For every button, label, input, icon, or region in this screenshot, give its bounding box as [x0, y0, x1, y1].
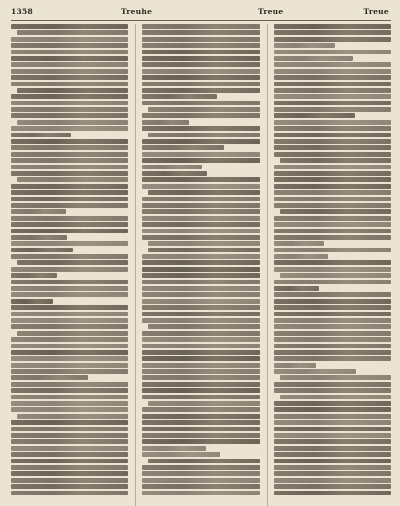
text-line	[280, 375, 391, 380]
text-line	[148, 459, 259, 464]
text-line	[142, 260, 259, 265]
text-line	[274, 235, 391, 240]
text-columns	[11, 24, 391, 506]
text-line	[142, 337, 259, 342]
text-line	[11, 280, 128, 285]
text-line	[11, 235, 67, 240]
text-line	[142, 395, 259, 400]
text-line	[280, 158, 391, 163]
text-line	[11, 299, 53, 304]
text-line	[17, 88, 128, 93]
text-line	[142, 229, 259, 234]
text-line	[11, 407, 128, 412]
text-line	[274, 50, 391, 55]
text-line	[274, 280, 391, 285]
text-line	[142, 356, 259, 361]
text-line	[280, 395, 391, 400]
text-line	[11, 229, 128, 234]
text-line	[11, 24, 128, 29]
text-line	[11, 388, 128, 393]
text-line	[11, 152, 128, 157]
text-line	[274, 43, 335, 48]
text-line	[142, 344, 259, 349]
text-line	[148, 248, 259, 253]
text-line	[142, 235, 259, 240]
text-line	[11, 356, 128, 361]
text-line	[274, 433, 391, 438]
text-line	[142, 369, 259, 374]
text-line	[11, 465, 128, 470]
text-line	[274, 254, 328, 259]
text-line	[274, 292, 391, 297]
text-line	[274, 305, 391, 310]
text-line	[274, 439, 391, 444]
text-line	[11, 133, 71, 138]
text-line	[11, 197, 128, 202]
text-line	[142, 331, 259, 336]
text-line	[11, 427, 128, 432]
text-line	[148, 133, 259, 138]
text-line	[274, 139, 391, 144]
text-line	[274, 344, 391, 349]
text-line	[274, 184, 391, 189]
text-line	[142, 120, 189, 125]
text-line	[142, 139, 259, 144]
text-line	[148, 107, 259, 112]
text-line	[11, 484, 128, 489]
text-line	[142, 388, 259, 393]
text-line	[274, 471, 391, 476]
text-line	[11, 107, 128, 112]
text-line	[274, 165, 391, 170]
text-line	[142, 350, 259, 355]
text-line	[274, 337, 391, 342]
text-line	[274, 286, 320, 291]
text-line	[11, 452, 128, 457]
text-line	[274, 318, 391, 323]
text-line	[142, 209, 259, 214]
text-line	[142, 94, 217, 99]
text-line	[17, 30, 128, 35]
text-line	[142, 75, 259, 80]
text-line	[142, 82, 259, 87]
text-line	[11, 94, 128, 99]
text-line	[11, 273, 57, 278]
text-line	[274, 203, 391, 208]
text-line	[274, 452, 391, 457]
text-line	[142, 43, 259, 48]
text-line	[274, 24, 391, 29]
text-line	[11, 222, 128, 227]
text-line	[142, 465, 259, 470]
text-line	[11, 305, 128, 310]
text-line	[142, 318, 259, 323]
text-line	[142, 69, 259, 74]
text-line	[274, 382, 391, 387]
text-line	[274, 82, 391, 87]
text-line	[148, 324, 259, 329]
text-line	[142, 491, 259, 496]
text-line	[142, 62, 259, 67]
text-line	[142, 56, 259, 61]
text-line	[142, 37, 259, 42]
text-line	[11, 241, 128, 246]
text-line	[274, 190, 391, 195]
text-line	[274, 465, 391, 470]
text-line	[142, 299, 259, 304]
text-line	[142, 363, 259, 368]
text-line	[274, 69, 391, 74]
text-line	[274, 299, 391, 304]
text-line	[11, 420, 128, 425]
left-running-head: Treuhe	[121, 7, 153, 16]
text-line	[142, 177, 259, 182]
text-line	[11, 75, 128, 80]
text-line	[148, 190, 259, 195]
text-line	[274, 459, 391, 464]
text-line	[11, 324, 128, 329]
text-line	[11, 101, 128, 106]
text-line	[142, 88, 259, 93]
right-running-head: Treue	[363, 7, 389, 16]
text-line	[11, 50, 128, 55]
text-line	[11, 56, 128, 61]
text-line	[17, 331, 128, 336]
text-line	[274, 145, 391, 150]
text-line	[11, 171, 128, 176]
center-running-head: Treue	[258, 7, 284, 16]
text-line	[11, 145, 128, 150]
text-line	[142, 414, 259, 419]
text-line	[274, 37, 391, 42]
column-right	[267, 24, 391, 506]
text-line	[274, 101, 391, 106]
text-line	[142, 407, 259, 412]
text-line	[17, 414, 128, 419]
text-line	[274, 420, 391, 425]
text-line	[17, 260, 128, 265]
text-line	[11, 286, 128, 291]
text-line	[274, 56, 354, 61]
text-line	[274, 356, 391, 361]
text-line	[142, 197, 259, 202]
text-line	[142, 113, 259, 118]
text-line	[142, 254, 259, 259]
text-line	[11, 203, 128, 208]
text-line	[274, 350, 391, 355]
page-header	[11, 6, 391, 21]
text-line	[142, 375, 259, 380]
text-line	[142, 126, 259, 131]
text-line	[11, 344, 128, 349]
text-line	[11, 471, 128, 476]
text-line	[148, 401, 259, 406]
text-line	[11, 375, 88, 380]
text-line	[142, 184, 259, 189]
text-line	[11, 337, 128, 342]
text-line	[274, 133, 391, 138]
text-line	[11, 267, 128, 272]
text-line	[11, 69, 128, 74]
text-line	[274, 241, 324, 246]
text-line	[142, 286, 259, 291]
text-line	[274, 75, 391, 80]
text-line	[274, 267, 391, 272]
text-line	[11, 248, 73, 253]
text-line	[11, 62, 128, 67]
text-line	[142, 305, 259, 310]
text-line	[274, 62, 391, 67]
text-line	[274, 248, 391, 253]
text-line	[11, 382, 128, 387]
text-line	[11, 158, 128, 163]
text-line	[11, 126, 128, 131]
text-line	[274, 197, 391, 202]
text-line	[274, 260, 391, 265]
text-line	[142, 273, 259, 278]
text-line	[274, 427, 391, 432]
text-line	[274, 113, 355, 118]
text-line	[142, 280, 259, 285]
text-line	[11, 190, 128, 195]
text-line	[274, 324, 391, 329]
text-line	[142, 452, 219, 457]
column-left	[11, 24, 128, 506]
text-line	[17, 177, 128, 182]
text-line	[11, 395, 128, 400]
text-line	[11, 318, 128, 323]
text-line	[274, 229, 391, 234]
text-line	[274, 388, 391, 393]
text-line	[274, 491, 391, 496]
text-line	[142, 439, 259, 444]
text-line	[11, 401, 128, 406]
text-line	[274, 312, 391, 317]
text-line	[11, 478, 128, 483]
text-line	[11, 459, 128, 464]
text-line	[142, 420, 259, 425]
text-line	[11, 446, 128, 451]
text-line	[142, 50, 259, 55]
text-line	[11, 254, 128, 259]
text-line	[11, 491, 128, 496]
text-line	[142, 267, 259, 272]
text-line	[142, 24, 259, 29]
text-line	[274, 401, 391, 406]
text-line	[142, 433, 259, 438]
text-line	[274, 152, 391, 157]
text-line	[142, 152, 259, 157]
text-line	[11, 113, 128, 118]
text-line	[11, 292, 128, 297]
text-line	[142, 382, 259, 387]
text-line	[11, 165, 128, 170]
text-line	[142, 222, 259, 227]
text-line	[142, 165, 202, 170]
text-line	[274, 446, 391, 451]
text-line	[274, 363, 316, 368]
text-line	[274, 126, 391, 131]
text-line	[11, 433, 128, 438]
text-line	[11, 439, 128, 444]
text-line	[274, 222, 391, 227]
text-line	[11, 350, 128, 355]
text-line	[148, 241, 259, 246]
text-line	[274, 369, 356, 374]
text-line	[274, 171, 391, 176]
text-line	[274, 107, 391, 112]
text-line	[142, 158, 259, 163]
text-line	[11, 216, 128, 221]
text-line	[274, 407, 391, 412]
text-line	[11, 363, 128, 368]
text-line	[142, 216, 259, 221]
text-line	[274, 88, 391, 93]
page-number: 1358	[11, 7, 34, 16]
text-line	[11, 184, 128, 189]
text-line	[17, 120, 128, 125]
text-line	[280, 273, 391, 278]
text-line	[274, 414, 391, 419]
text-line	[142, 478, 259, 483]
text-line	[142, 101, 259, 106]
text-line	[11, 369, 128, 374]
text-line	[280, 209, 391, 214]
column-middle	[135, 24, 259, 506]
text-line	[11, 209, 66, 214]
text-line	[274, 478, 391, 483]
text-line	[142, 203, 259, 208]
text-line	[142, 30, 259, 35]
text-line	[11, 37, 128, 42]
text-line	[142, 292, 259, 297]
text-line	[142, 427, 259, 432]
text-line	[142, 312, 259, 317]
text-line	[274, 216, 391, 221]
text-line	[142, 171, 207, 176]
text-line	[274, 177, 391, 182]
text-line	[142, 145, 224, 150]
text-line	[274, 30, 391, 35]
text-line	[11, 139, 128, 144]
text-line	[142, 484, 259, 489]
text-line	[11, 43, 128, 48]
text-line	[142, 471, 259, 476]
text-line	[11, 82, 128, 87]
text-line	[274, 94, 391, 99]
text-line	[274, 331, 391, 336]
text-line	[142, 446, 205, 451]
text-line	[274, 120, 391, 125]
text-line	[11, 312, 128, 317]
text-line	[274, 484, 391, 489]
